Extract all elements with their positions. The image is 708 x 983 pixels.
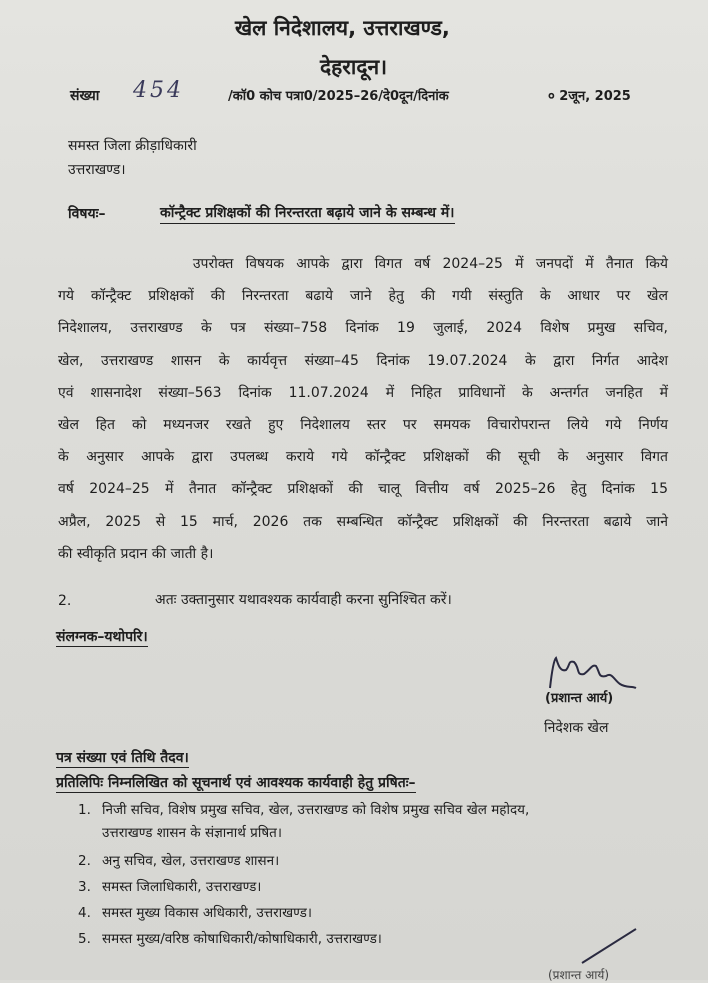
addressee-line2: उत्तराखण्ड।: [68, 162, 126, 178]
copy-item-2: [78, 851, 279, 869]
addressee-line1: समस्त जिला क्रीड़ाधिकारी: [68, 138, 197, 154]
para-line: की स्वीकृति प्रदान की जाती है।: [58, 545, 214, 562]
copy-item-number: 3.: [78, 879, 91, 895]
copy-item-number: 4.: [78, 905, 91, 921]
second-signature-stroke: [580, 925, 640, 965]
copy-item-5: [78, 929, 382, 947]
para2-number: 2.: [58, 593, 72, 609]
para-line: उपरोक्त विषयक आपके द्वारा विगत वर्ष 2024–25 में जनपदों में तैनात किये: [58, 256, 668, 272]
copy-item-number: 5.: [78, 931, 91, 947]
para-line: निदेशालय, उत्तराखण्ड के पत्र संख्या–758 दिनांक 19 जुलाई, 2024 विशेष प्रमुख सचिव,: [58, 320, 668, 337]
para-line: खेल हित को मध्यनजर रखते हुए निदेशालय स्तर पर समयक विचारोपरान्त लिये गये निर्णय: [58, 417, 668, 434]
header-city: देहरादून।: [320, 55, 388, 79]
copy-same-number: पत्र संख्या एवं तिथि तैदव।: [56, 750, 189, 766]
bottom-signatory-partial: (प्रशान्त आर्य): [548, 968, 610, 982]
copy-item-4: [78, 903, 312, 921]
copy-item-text: समस्त जिलाधिकारी, उत्तराखण्ड।: [102, 879, 262, 895]
subject-text: कॉन्ट्रैक्ट प्रशिक्षकों की निरन्तरता बढ़ाये जाने के सम्बन्ध में।: [160, 203, 455, 224]
para-line: एवं शासनादेश संख्या–563 दिनांक 11.07.2024 में निहित प्राविधानों के अन्तर्गत जनहित में: [58, 384, 668, 401]
copy-item-3: [78, 877, 261, 895]
copy-item-text: समस्त मुख्य विकास अधिकारी, उत्तराखण्ड।: [102, 905, 312, 921]
copy-item-number: 1.: [78, 802, 91, 818]
para-line: खेल, उत्तराखण्ड शासन के कार्यवृत्त संख्या–45 दिनांक 19.07.2024 के द्वारा निर्गत आदेश: [58, 352, 668, 369]
subject-label: विषयः–: [68, 206, 106, 222]
ref-text: /कॉ0 कोच पत्रा0/2025–26/दे0दून/दिनांक: [228, 89, 449, 104]
signatory-title: निदेशक खेल: [544, 720, 609, 736]
body-paragraph-2: अतः उक्तानुसार यथावश्यक कार्यवाही करना सुनिश्चित करें।: [155, 592, 452, 608]
copy-item-text: समस्त मुख्य/वरिष्ठ कोषाधिकारी/कोषाधिकारी, उत्तराखण्ड।: [102, 931, 382, 947]
ref-number-handwritten: 454: [133, 78, 184, 103]
header-org: खेल निदेशालय, उत्तराखण्ड,: [235, 16, 450, 40]
ref-date: ० 2जून, 2025: [548, 89, 631, 104]
copy-item-1-cont: उत्तराखण्ड शासन के संज्ञानार्थ प्रषित।: [102, 825, 282, 841]
para-line: अप्रैल, 2025 से 15 मार्च, 2026 तक सम्बन्धित कॉन्ट्रैक्ट प्रशिक्षकों की निरन्तरता बढाये जाने: [58, 513, 668, 530]
copy-item-number: 2.: [78, 853, 91, 869]
signatory-name: (प्रशान्त आर्य): [545, 691, 614, 706]
copy-item-text: अनु सचिव, खेल, उत्तराखण्ड शासन।: [102, 853, 280, 869]
copy-item-1: [78, 800, 529, 818]
body-paragraph-1: [58, 248, 668, 570]
copy-item-text: निजी सचिव, विशेष प्रमुख सचिव, खेल, उत्तराखण्ड को विशेष प्रमुख सचिव खेल महोदय,: [102, 802, 530, 818]
ref-label: संख्या: [70, 88, 100, 104]
copy-heading: प्रतिलिपिः निम्नलिखित को सूचनार्थ एवं आवश्यक कार्यवाही हेतु प्रषितः–: [56, 775, 416, 791]
para-line: गये कॉन्ट्रैक्ट प्रशिक्षकों की निरन्तरता बढाये जाने हेतु की गयी संस्तुति के आधार पर खेल: [58, 288, 668, 305]
para-line: के अनुसार आपके द्वारा उपलब्ध कराये गये कॉन्ट्रैक्ट प्रशिक्षकों की सूची के अनुसार विगत: [58, 449, 668, 466]
enclosure-note: संलग्नक–यथोपरि।: [56, 629, 148, 645]
para-line: वर्ष 2024–25 में तैनात कॉन्ट्रैक्ट प्रशिक्षकों की चालू वित्तीय वर्ष 2025–26 हेतु दिनांक 15: [58, 481, 668, 498]
